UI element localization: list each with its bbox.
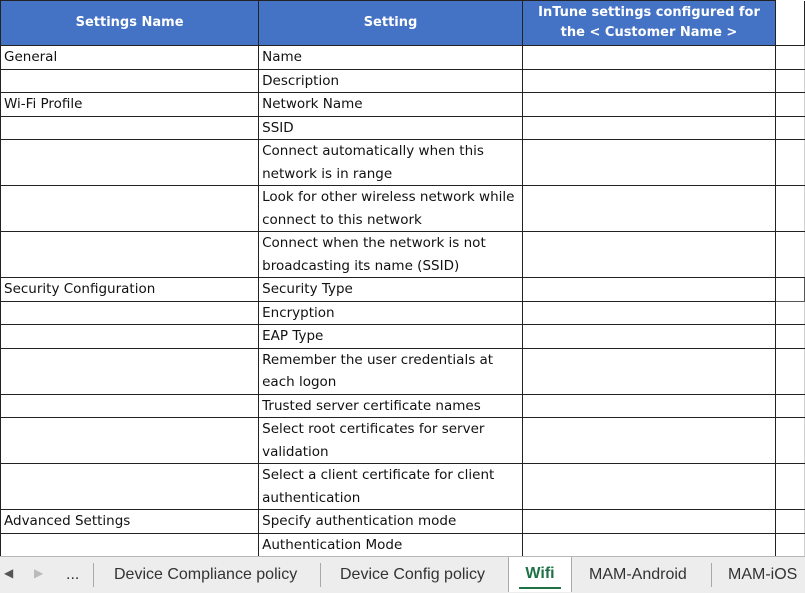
tab-device-config-policy[interactable]: Device Config policy	[340, 566, 485, 583]
cell-empty[interactable]	[776, 93, 805, 117]
cell-empty[interactable]	[776, 116, 805, 140]
cell-setting[interactable]: Select a client certificate for client authentication	[259, 464, 523, 510]
cell-empty[interactable]	[776, 69, 805, 93]
cell-settings-name[interactable]	[1, 116, 259, 140]
cell-setting[interactable]: Connect automatically when this network is in range	[259, 140, 523, 186]
cell-setting[interactable]: Look for other wireless network while connect to this network	[259, 186, 523, 232]
triangle-right-icon[interactable]: ▶	[34, 566, 44, 580]
cell-empty[interactable]	[776, 394, 805, 418]
tab-mam-ios[interactable]: MAM-iOS	[728, 566, 798, 583]
cell-intune-value[interactable]	[522, 93, 775, 117]
table-row	[1, 140, 805, 186]
table-row	[1, 93, 805, 117]
cell-empty[interactable]	[776, 46, 805, 70]
tab-separator	[320, 563, 321, 587]
cell-setting[interactable]: EAP Type	[259, 325, 523, 349]
cell-empty[interactable]	[776, 533, 805, 556]
tab-wifi-active[interactable]	[508, 557, 572, 592]
table-row	[1, 394, 805, 418]
header-settings-name[interactable]: Settings Name	[1, 1, 259, 46]
cell-settings-name[interactable]: Wi-Fi Profile	[1, 93, 259, 117]
cell-settings-name[interactable]	[1, 325, 259, 349]
table-row	[1, 232, 805, 278]
table-row	[1, 533, 805, 556]
cell-settings-name[interactable]	[1, 464, 259, 510]
cell-setting[interactable]: Connect when the network is not broadcasting its name (SSID)	[259, 232, 523, 278]
cell-setting[interactable]: Remember the user credentials at each logon	[259, 348, 523, 394]
cell-intune-value[interactable]	[522, 418, 775, 464]
table-row	[1, 510, 805, 534]
triangle-left-icon[interactable]: ◀	[4, 566, 14, 580]
cell-setting[interactable]: Trusted server certificate names	[259, 394, 523, 418]
cell-settings-name[interactable]	[1, 418, 259, 464]
cell-intune-value[interactable]	[522, 348, 775, 394]
cell-empty[interactable]	[776, 510, 805, 534]
cell-settings-name[interactable]	[1, 394, 259, 418]
cell-empty[interactable]	[776, 325, 805, 349]
tab-separator	[93, 563, 94, 587]
cell-intune-value[interactable]	[522, 325, 775, 349]
cell-empty[interactable]	[776, 140, 805, 186]
table-row	[1, 278, 805, 302]
cell-setting[interactable]: Security Type	[259, 278, 523, 302]
cell-settings-name[interactable]	[1, 301, 259, 325]
cell-setting[interactable]: Specify authentication mode	[259, 510, 523, 534]
cell-setting[interactable]: Network Name	[259, 93, 523, 117]
cell-intune-value[interactable]	[522, 533, 775, 556]
cell-intune-value[interactable]	[522, 46, 775, 70]
table-row	[1, 418, 805, 464]
cell-intune-value[interactable]	[522, 232, 775, 278]
cell-intune-value[interactable]	[522, 464, 775, 510]
header-intune-settings[interactable]: InTune settings configured for the < Customer Name >	[522, 1, 775, 46]
cell-settings-name[interactable]	[1, 186, 259, 232]
cell-intune-value[interactable]	[522, 69, 775, 93]
cell-intune-value[interactable]	[522, 116, 775, 140]
cell-settings-name[interactable]	[1, 533, 259, 556]
table-row	[1, 186, 805, 232]
cell-setting[interactable]: Select root certificates for server validation	[259, 418, 523, 464]
cell-empty[interactable]	[776, 348, 805, 394]
cell-settings-name[interactable]: General	[1, 46, 259, 70]
sheet-tab-bar	[0, 556, 805, 593]
cell-settings-name[interactable]: Security Configuration	[1, 278, 259, 302]
tab-mam-android[interactable]: MAM-Android	[589, 566, 687, 583]
cell-intune-value[interactable]	[522, 278, 775, 302]
tab-wifi-label: Wifi	[525, 565, 555, 582]
header-setting[interactable]: Setting	[259, 1, 523, 46]
table-row	[1, 464, 805, 510]
cell-setting[interactable]: Name	[259, 46, 523, 70]
table-row	[1, 46, 805, 70]
table-row	[1, 325, 805, 349]
header-row	[1, 1, 805, 46]
tab-device-compliance-policy[interactable]: Device Compliance policy	[114, 566, 298, 583]
cell-intune-value[interactable]	[522, 186, 775, 232]
cell-settings-name[interactable]	[1, 140, 259, 186]
cell-settings-name[interactable]	[1, 348, 259, 394]
header-empty-cell[interactable]	[776, 1, 805, 46]
table-row	[1, 116, 805, 140]
active-tab-underline	[519, 587, 561, 589]
cell-empty[interactable]	[776, 418, 805, 464]
tab-separator	[711, 563, 712, 587]
cell-setting[interactable]: Encryption	[259, 301, 523, 325]
cell-settings-name[interactable]: Advanced Settings	[1, 510, 259, 534]
cell-empty-selected[interactable]	[776, 278, 805, 302]
cell-intune-value[interactable]	[522, 301, 775, 325]
cell-empty[interactable]	[776, 232, 805, 278]
cell-settings-name[interactable]	[1, 232, 259, 278]
tab-more-ellipsis[interactable]: ...	[66, 566, 80, 583]
cell-empty[interactable]	[776, 186, 805, 232]
cell-setting[interactable]: SSID	[259, 116, 523, 140]
cell-empty[interactable]	[776, 301, 805, 325]
cell-intune-value[interactable]	[522, 394, 775, 418]
table-row	[1, 301, 805, 325]
cell-empty[interactable]	[776, 464, 805, 510]
cell-setting[interactable]: Description	[259, 69, 523, 93]
cell-setting[interactable]: Authentication Mode	[259, 533, 523, 556]
table-row	[1, 348, 805, 394]
cell-intune-value[interactable]	[522, 510, 775, 534]
table-row	[1, 69, 805, 93]
cell-settings-name[interactable]	[1, 69, 259, 93]
cell-intune-value[interactable]	[522, 140, 775, 186]
